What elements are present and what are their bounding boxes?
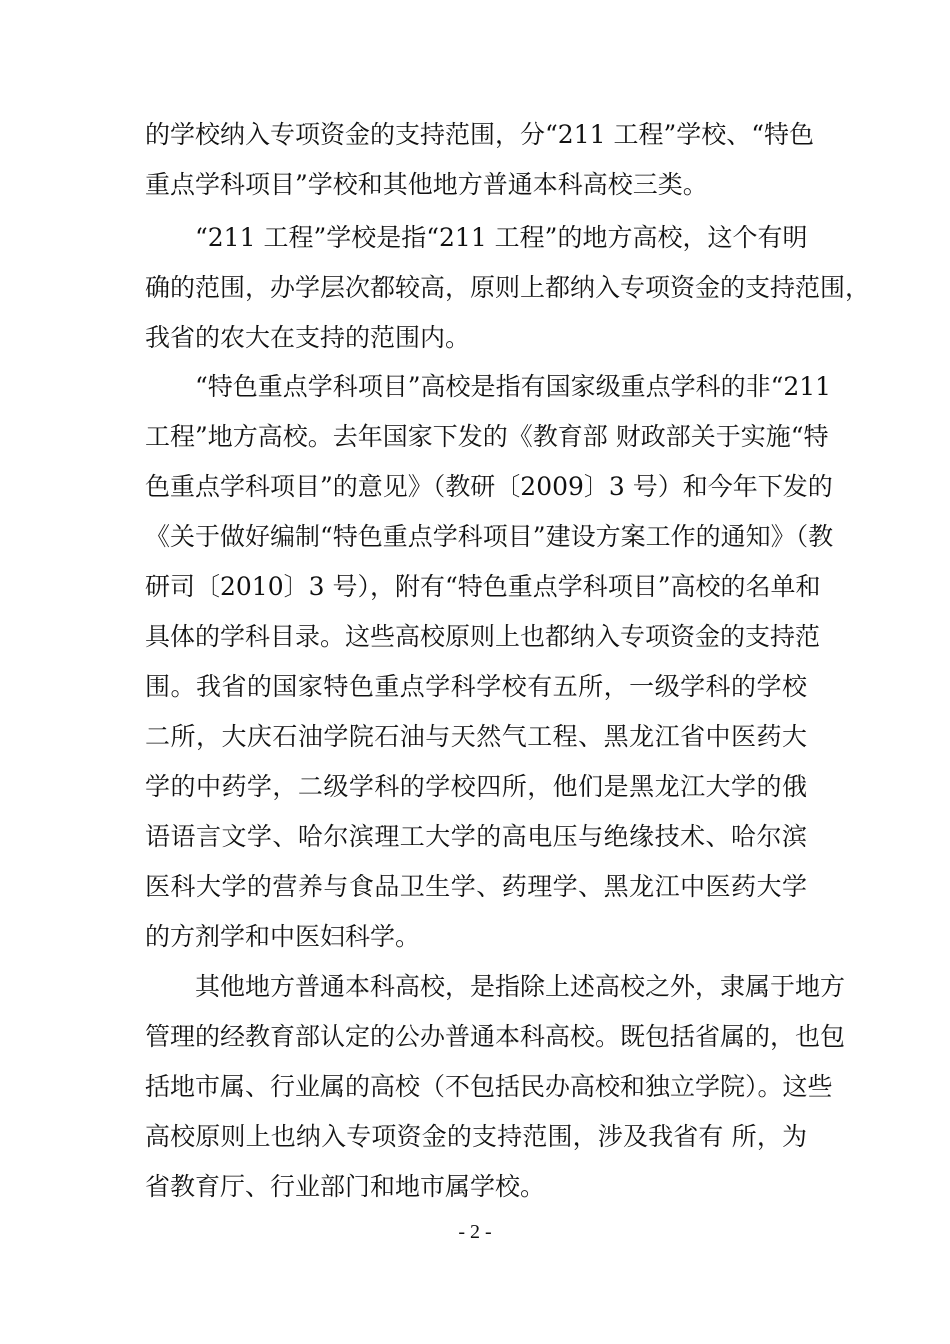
paragraph-3-line-9: 学的中药学，二级学科的学校四所，他们是黑龙江大学的俄 <box>145 772 807 801</box>
paragraph-4-line-1: 其他地方普通本科高校，是指除上述高校之外，隶属于地方 <box>195 972 846 1001</box>
paragraph-3-line-8: 二所，大庆石油学院石油与天然气工程、黑龙江省中医药大 <box>145 722 807 751</box>
paragraph-3-line-6: 具体的学科目录。这些高校原则上也都纳入专项资金的支持范 <box>145 622 821 651</box>
paragraph-4-line-3: 括地市属、行业属的高校（不包括民办高校和独立学院）。这些 <box>145 1072 833 1101</box>
paragraph-4-line-5: 省教育厅、行业部门和地市属学校。 <box>145 1172 546 1201</box>
paragraph-3-line-11: 医科大学的营养与食品卫生学、药理学、黑龙江中医药大学 <box>145 872 807 901</box>
paragraph-4-line-2: 管理的经教育部认定的公办普通本科高校。既包括省属的，也包 <box>145 1022 846 1051</box>
paragraph-3-line-1: “特色重点学科项目”高校是指有国家级重点学科的非“211 <box>195 372 832 401</box>
paragraph-3-line-7: 围。我省的国家特色重点学科学校有五所，一级学科的学校 <box>145 672 807 701</box>
paragraph-3-line-10: 语语言文学、哈尔滨理工大学的高电压与绝缘技术、哈尔滨 <box>145 822 807 851</box>
paragraph-3-line-2: 工程”地方高校。去年国家下发的《教育部 财政部关于实施“特 <box>145 422 829 451</box>
paragraph-2-line-2: 确的范围，办学层次都较高，原则上都纳入专项资金的支持范围， <box>145 273 871 302</box>
paragraph-3-line-12: 的方剂学和中医妇科学。 <box>145 922 421 951</box>
paragraph-3-line-4: 《关于做好编制“特色重点学科项目”建设方案工作的通知》（教 <box>145 522 834 551</box>
paragraph-4-line-4: 高校原则上也纳入专项资金的支持范围，涉及我省有 所，为 <box>145 1122 807 1151</box>
paragraph-3-line-3: 色重点学科项目”的意见》（教研〔2009〕3 号）和今年下发的 <box>145 472 833 501</box>
page-number: - 2 - <box>458 1221 492 1243</box>
paragraph-1-line-2: 重点学科项目”学校和其他地方普通本科高校三类。 <box>145 170 708 199</box>
paragraph-2-line-1: “211 工程”学校是指“211 工程”的地方高校，这个有明 <box>195 223 808 252</box>
paragraph-1-line-1: 的学校纳入专项资金的支持范围，分“211 工程”学校、“特色 <box>145 120 815 149</box>
paragraph-2-line-3: 我省的农大在支持的范围内。 <box>145 323 471 352</box>
paragraph-3-line-5: 研司〔2010〕3 号），附有“特色重点学科项目”高校的名单和 <box>145 572 821 601</box>
